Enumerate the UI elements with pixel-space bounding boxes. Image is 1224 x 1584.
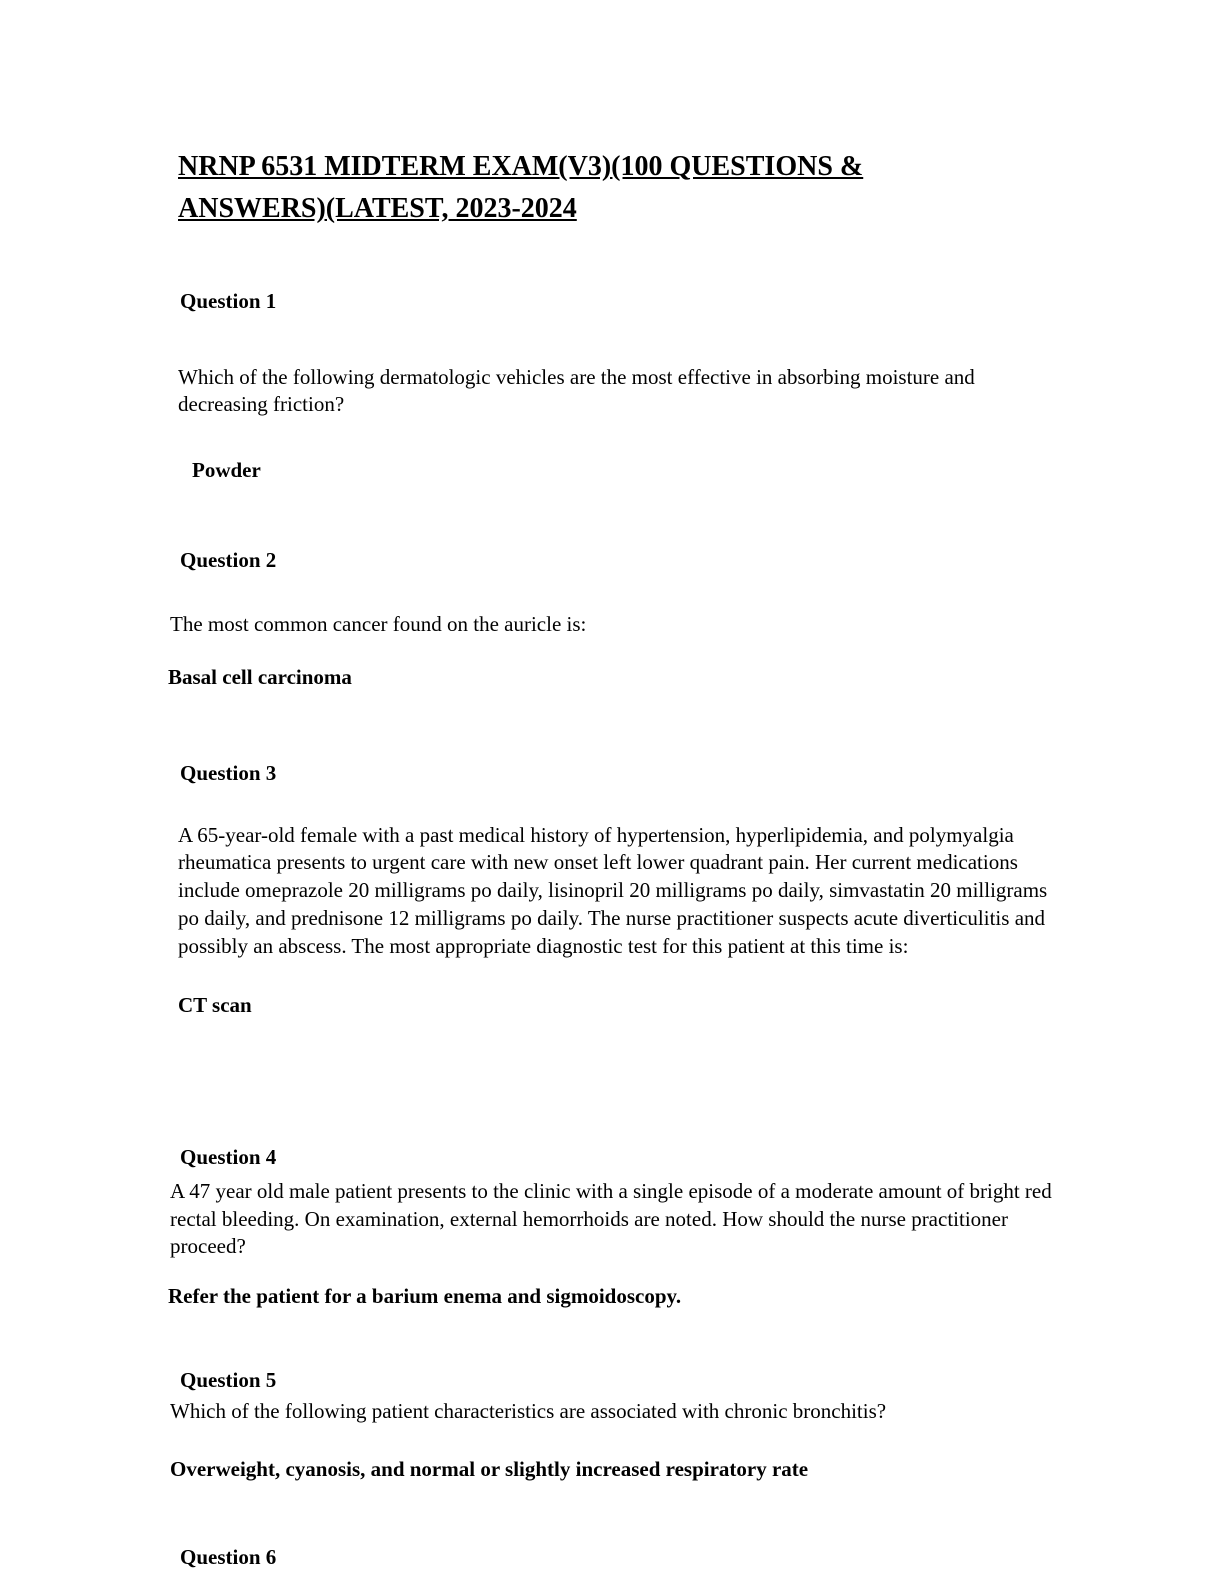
question-4-label: Question 4 xyxy=(180,1145,277,1170)
question-5-answer: Overweight, cyanosis, and normal or slightly increased respiratory rate xyxy=(170,1457,809,1482)
question-3-text: A 65-year-old female with a past medical history of hypertension, hyperlipidemia, and polymyalgia rheumatica presents to urgent care with new onset left lower quadrant pain. Her current medications include omeprazole 20 milligrams po daily, lisinopril 20 milligrams po daily, simvastatin 20 milligrams po daily, and prednisone 12 milligrams po daily. The nurse practitioner suspects acute diverticulitis and possibly an abscess. The most appropriate diagnostic test for this patient at this time is: xyxy=(178,822,1048,958)
question-2-label: Question 2 xyxy=(180,547,277,572)
document-title-line-2: ANSWERS)(LATEST, 2023-2024 xyxy=(178,193,577,224)
question-3-label: Question 3 xyxy=(180,761,277,786)
question-block-4 xyxy=(168,1144,1054,1311)
question-2-answer: Basal cell carcinoma xyxy=(168,665,352,690)
question-4-text: A 47 year old male patient presents to the clinic with a single episode of a moderate amount of bright red rectal bleeding. On examination, external hemorrhoids are noted. How should the nurse practitioner proceed? xyxy=(170,1178,1052,1259)
question-3-answer: CT scan xyxy=(178,993,252,1018)
question-4-answer: Refer the patient for a barium enema and sigmoidoscopy. xyxy=(168,1283,682,1308)
question-1-text: Which of the following dermatologic vehicles are the most effective in absorbing moisture and decreasing friction? xyxy=(178,364,975,417)
question-5-text: Which of the following patient characteristics are associated with chronic bronchitis? xyxy=(170,1399,887,1424)
question-block-6 xyxy=(168,1544,1054,1572)
question-6-label: Question 6 xyxy=(180,1544,277,1569)
question-2-text: The most common cancer found on the auricle is: xyxy=(170,611,587,636)
question-1-label: Question 1 xyxy=(180,289,277,313)
question-block-2 xyxy=(168,547,1054,692)
question-block-5 xyxy=(168,1367,1054,1484)
document-title-line-1: NRNP 6531 MIDTERM EXAM(V3)(100 QUESTIONS & xyxy=(178,151,864,182)
question-5-label: Question 5 xyxy=(180,1367,277,1392)
question-1-answer: Powder xyxy=(192,458,261,483)
question-block-3 xyxy=(168,760,1054,1020)
question-block-1 xyxy=(168,288,1054,485)
document-title xyxy=(178,146,1054,230)
